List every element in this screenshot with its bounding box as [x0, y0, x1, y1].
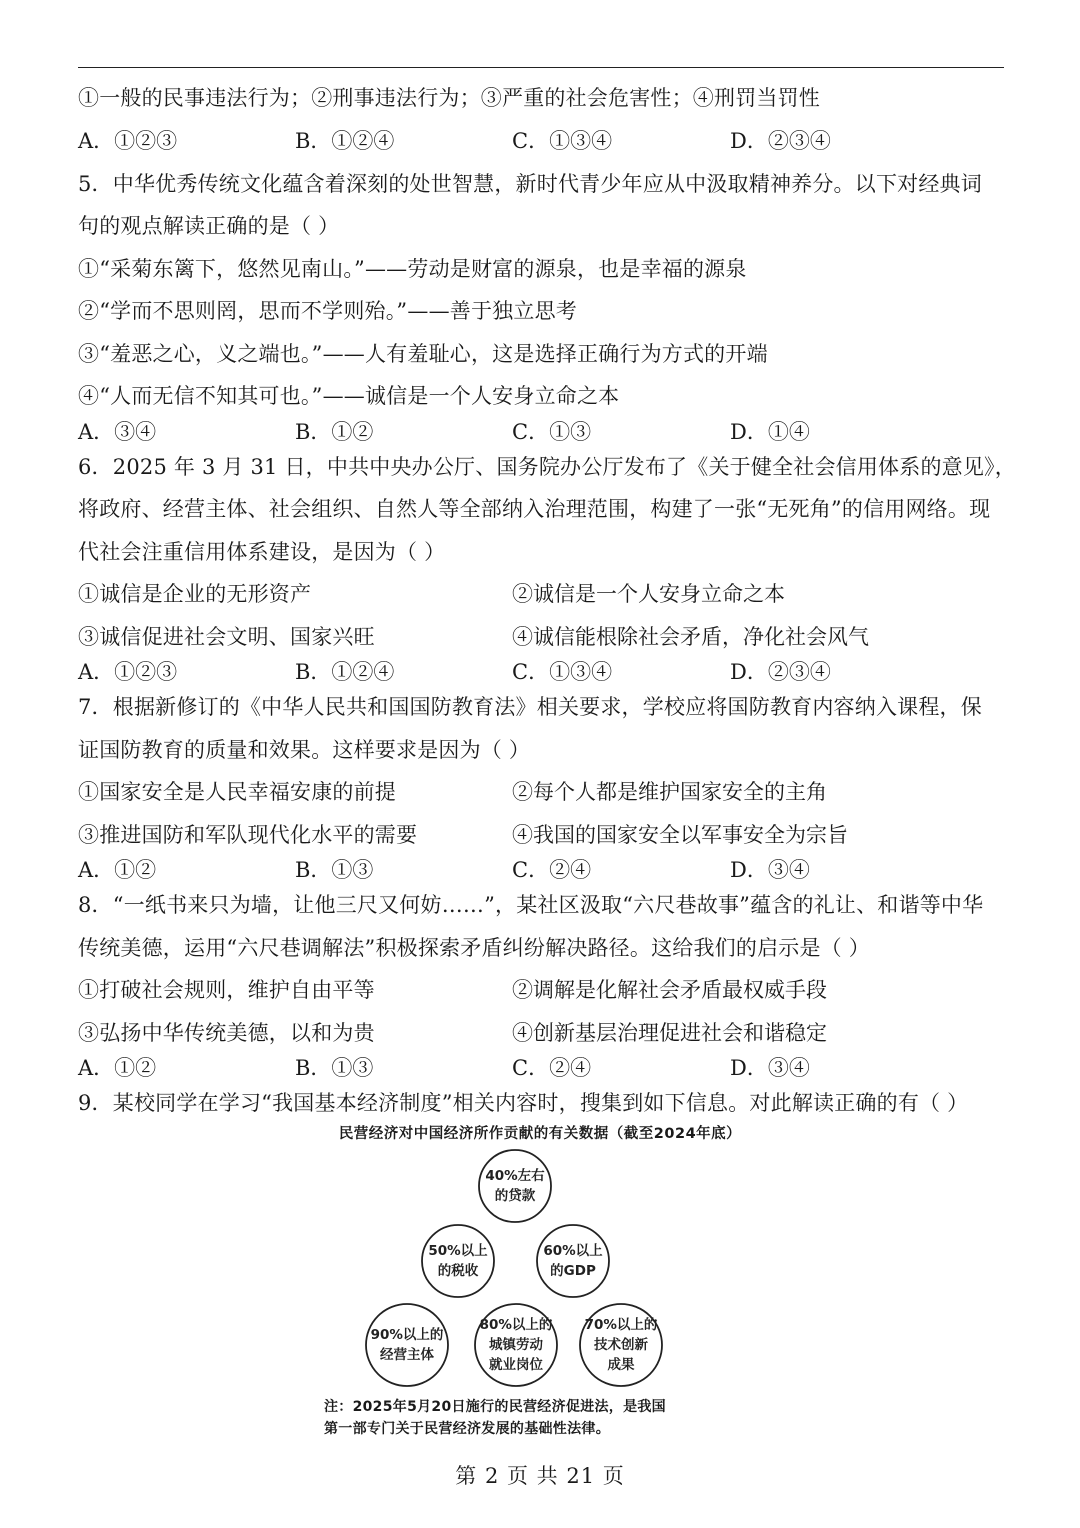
q8-statement-1: ①打破社会规则，维护自由平等	[78, 978, 375, 1002]
private-economy-figure	[300, 1118, 780, 1448]
q5-option-b[interactable]: B．①②	[295, 420, 374, 444]
q6-option-c[interactable]: C．①③④	[512, 660, 613, 684]
q8-stem-line2: 传统美德，运用“六尺巷调解法”积极探索矛盾纠纷解决路径。这给我们的启示是（ ）	[78, 936, 870, 960]
q6-statement-2: ②诚信是一个人安身立命之本	[512, 582, 785, 606]
bubble-tech-line2: 技术创新	[594, 1337, 648, 1353]
bubble-gdp	[537, 1225, 609, 1297]
q6-option-d[interactable]: D．②③④	[730, 660, 831, 684]
q8-statement-4: ④创新基层治理促进社会和谐稳定	[512, 1021, 827, 1045]
bubble-loans-line1: 40%左右	[485, 1168, 545, 1184]
bubble-business-line1: 90%以上的	[370, 1327, 444, 1343]
bubble-jobs-line1: 80%以上的	[479, 1317, 553, 1333]
bubble-business-line2: 经营主体	[380, 1347, 434, 1363]
q8-stem-line1: 8．“一纸书来只为墙，让他三尺又何妨……”，某社区汲取“六尺巷故事”蕴含的礼让、和谐等中华	[78, 893, 984, 917]
q4-option-c[interactable]: C．①③④	[512, 129, 613, 153]
bubble-gdp-line1: 60%以上	[543, 1243, 603, 1259]
bubble-business-entities	[366, 1304, 448, 1386]
q7-statement-4: ④我国的国家安全以军事安全为宗旨	[512, 823, 848, 847]
q4-option-b[interactable]: B．①②④	[295, 129, 395, 153]
q6-statement-1: ①诚信是企业的无形资产	[78, 582, 312, 606]
q4-statements: ①一般的民事违法行为；②刑事违法行为；③严重的社会危害性；④刑罚当罚性	[78, 86, 820, 110]
bubble-loans-line2: 的贷款	[494, 1188, 536, 1204]
q7-statement-3: ③推进国防和军队现代化水平的需要	[78, 823, 418, 847]
q5-statement-3: ③“羞恶之心，义之端也。”——人有羞耻心，这是选择正确行为方式的开端	[78, 342, 768, 366]
q7-stem-line1: 7．根据新修订的《中华人民共和国国防教育法》相关要求，学校应将国防教育内容纳入课程，保	[78, 695, 982, 719]
bubble-tax	[422, 1225, 494, 1297]
q6-option-a[interactable]: A．①②③	[78, 660, 178, 684]
q6-stem-line2: 将政府、经营主体、社会组织、自然人等全部纳入治理范围，构建了一张“无死角”的信用网络。现	[78, 497, 991, 521]
q8-option-b[interactable]: B．①③	[295, 1056, 374, 1080]
bubble-tax-line1: 50%以上	[428, 1243, 488, 1259]
q8-option-c[interactable]: C．②④	[512, 1056, 592, 1080]
bubble-tech-line1: 70%以上的	[584, 1317, 658, 1333]
q5-statement-1: ①“采菊东篱下，悠然见南山。”——劳动是财富的源泉，也是幸福的源泉	[78, 257, 747, 281]
q6-option-b[interactable]: B．①②④	[295, 660, 395, 684]
q8-statement-2: ②调解是化解社会矛盾最权威手段	[512, 978, 827, 1002]
q5-statement-4: ④“人而无信不知其可也。”——诚信是一个人安身立命之本	[78, 384, 620, 408]
q6-statement-3: ③诚信促进社会文明、国家兴旺	[78, 625, 375, 649]
q4-option-a[interactable]: A．①②③	[78, 129, 178, 153]
q7-option-a[interactable]: A．①②	[78, 858, 157, 882]
q4-option-d[interactable]: D．②③④	[730, 129, 831, 153]
q5-option-c[interactable]: C．①③	[512, 420, 592, 444]
page-footer: 第 2 页 共 21 页	[455, 1464, 625, 1488]
q5-stem-line1: 5．中华优秀传统文化蕴含着深刻的处世智慧，新时代青少年应从中汲取精神养分。以下对经典词	[78, 172, 982, 196]
q7-option-d[interactable]: D．③④	[730, 858, 810, 882]
bubble-tech-line3: 成果	[607, 1357, 635, 1373]
q8-statement-3: ③弘扬中华传统美德，以和为贵	[78, 1021, 375, 1045]
header-rule	[78, 67, 1004, 68]
q5-statement-2: ②“学而不思则罔，思而不学则殆。”——善于独立思考	[78, 299, 577, 323]
q6-stem-line3: 代社会注重信用体系建设，是因为（ ）	[78, 540, 446, 564]
q7-statement-2: ②每个人都是维护国家安全的主角	[512, 780, 827, 804]
q6-stem-line1: 6．2025 年 3 月 31 日，中共中央办公厅、国务院办公厅发布了《关于健全社会信用体系的意见》，	[78, 455, 1016, 479]
q7-option-c[interactable]: C．②④	[512, 858, 592, 882]
q5-option-a[interactable]: A．③④	[78, 420, 157, 444]
q7-option-b[interactable]: B．①③	[295, 858, 374, 882]
q7-statement-1: ①国家安全是人民幸福安康的前提	[78, 780, 396, 804]
q8-option-d[interactable]: D．③④	[730, 1056, 810, 1080]
bubble-jobs-line2: 城镇劳动	[489, 1337, 543, 1353]
q6-statement-4: ④诚信能根除社会矛盾，净化社会风气	[512, 625, 869, 649]
q8-option-a[interactable]: A．①②	[78, 1056, 157, 1080]
bubble-gdp-line2: 的GDP	[550, 1263, 596, 1279]
bubble-loans	[479, 1150, 551, 1222]
bubble-jobs-line3: 就业岗位	[489, 1357, 543, 1373]
figure-note-line2: 第一部专门关于民营经济发展的基础性法律。	[324, 1421, 610, 1437]
figure-note-line1: 注：2025年5月20日施行的民营经济促进法，是我国	[324, 1399, 666, 1415]
q5-option-d[interactable]: D．①④	[730, 420, 810, 444]
bubble-tax-line2: 的税收	[437, 1263, 479, 1279]
q5-stem-line2: 句的观点解读正确的是（ ）	[78, 214, 340, 238]
figure-title: 民营经济对中国经济所作贡献的有关数据（截至2024年底）	[338, 1126, 742, 1142]
q9-stem-line1: 9．某校同学在学习“我国基本经济制度”相关内容时，搜集到如下信息。对此解读正确的有（ ）	[78, 1091, 969, 1115]
q7-stem-line2: 证国防教育的质量和效果。这样要求是因为（ ）	[78, 738, 531, 762]
